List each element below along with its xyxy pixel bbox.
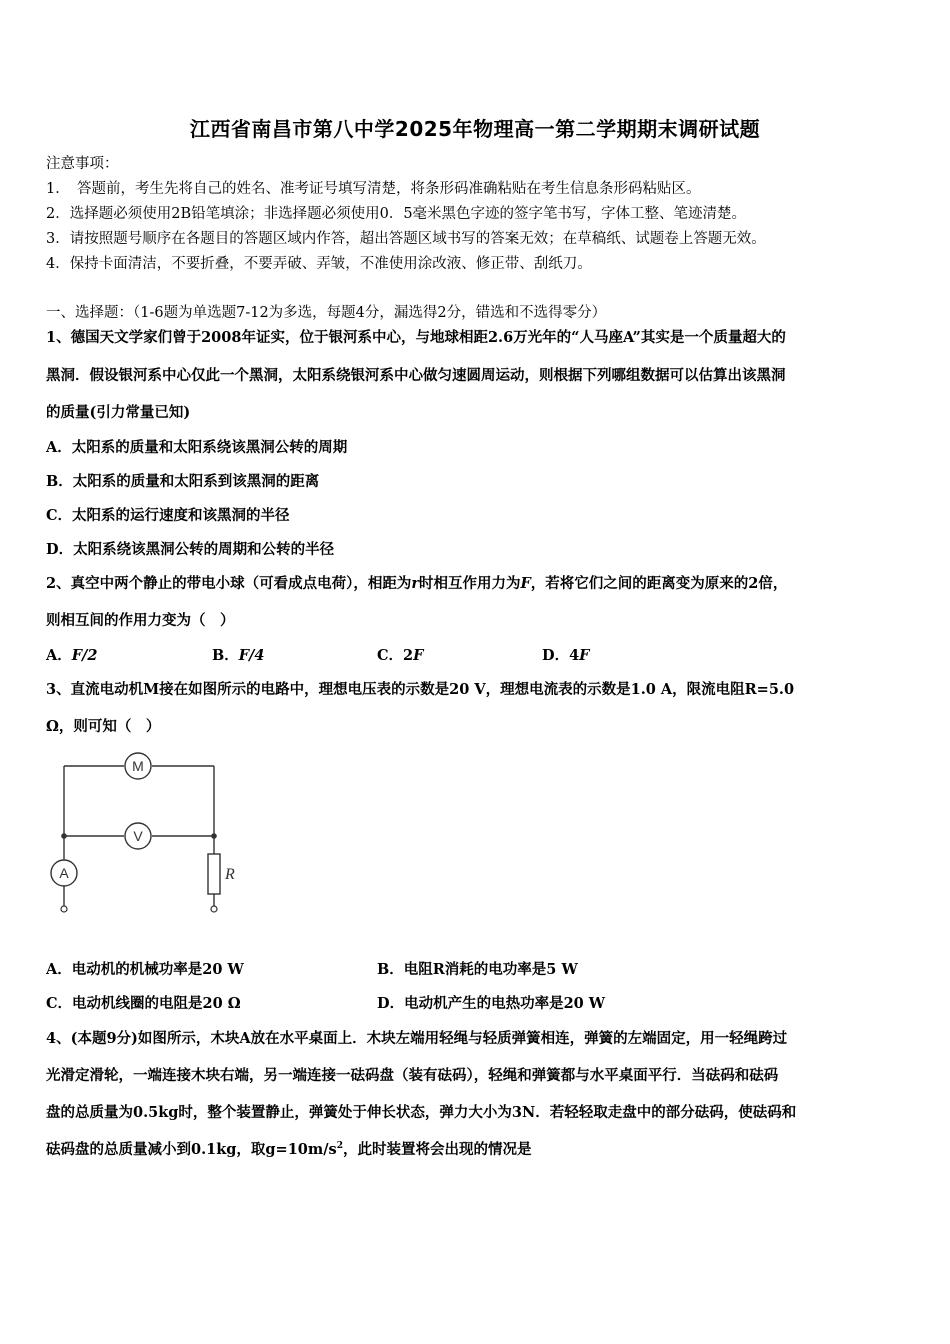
q1-option-c: C．太阳系的运行速度和该黑洞的半径 (46, 507, 290, 524)
page-title: 江西省南昌市第八中学2025年物理高一第二学期期末调研试题 (189, 117, 761, 141)
junction-left (61, 833, 67, 839)
notice-item-1: 1． 答题前，考生先将自己的姓名、准考证号填写清楚，将条形码准确粘贴在考生信息条形码粘贴区。 (46, 181, 701, 197)
q1-option-d: D．太阳系绕该黑洞公转的周期和公转的半径 (46, 541, 335, 558)
q3-option-b: B．电阻R消耗的电功率是5 W (377, 961, 578, 978)
q2-option-d: D．4F (542, 647, 590, 664)
terminal-left (61, 906, 67, 912)
circuit-diagram (40, 748, 250, 920)
q1-stem-line-3: 的质量(引力常量已知) (46, 404, 191, 421)
notice-item-2: 2．选择题必须使用2B铅笔填涂；非选择题必须使用0．5毫米黑色字迹的签字笔书写，字体工整、笔迹清楚。 (46, 206, 747, 222)
junction-right (211, 833, 217, 839)
q1-stem-line-1: 1、德国天文学家们曾于2008年证实，位于银河系中心，与地球相距2.6万光年的“人马座A”其实是一个质量超大的 (46, 329, 786, 346)
q4-stem-line-3: 盘的总质量为0.5kg时，整个装置静止，弹簧处于伸长状态，弹力大小为3N．若轻轻取走盘中的部分砝码，使砝码和 (46, 1104, 797, 1121)
q2-option-b: B．F/4 (212, 647, 265, 664)
ammeter-label: A (59, 865, 69, 881)
q2-option-c: C．2F (377, 647, 424, 664)
q4-stem-line-1: 4、(本题9分)如图所示，木块A放在水平桌面上．木块左端用轻绳与轻质弹簧相连，弹簧的左端固定，用一轻绳跨过 (46, 1030, 788, 1047)
q3-option-a: A．电动机的机械功率是20 W (46, 961, 244, 978)
q3-stem-line-2: Ω，则可知（ ） (46, 718, 161, 735)
q1-stem-line-2: 黑洞．假设银河系中心仅此一个黑洞，太阳系绕银河系中心做匀速圆周运动，则根据下列哪组数据可以估算出该黑洞 (46, 367, 786, 384)
q1-option-a: A．太阳系的质量和太阳系绕该黑洞公转的周期 (46, 439, 348, 456)
q2-var-f: F (520, 575, 531, 592)
notice-heading: 注意事项： (46, 156, 119, 172)
voltmeter-label: V (133, 828, 143, 844)
q2-text-a: 2、真空中两个静止的带电小球（可看成点电荷），相距为 (46, 575, 412, 592)
q3-option-c: C．电动机线圈的电阻是20 Ω (46, 995, 241, 1012)
q4-stem-line-2: 光滑定滑轮，一端连接木块右端，另一端连接一砝码盘（装有砝码），轻绳和弹簧都与水平桌面平行．当砝码和砝码 (46, 1067, 779, 1084)
q2-stem-line-1 (46, 572, 787, 593)
resistor-symbol (208, 854, 220, 894)
section-heading: 一、选择题：（1-6题为单选题7-12为多选，每题4分，漏选得2分，错选和不选得零分） (46, 305, 607, 321)
notice-item-4: 4．保持卡面清洁，不要折叠，不要弄破、弄皱，不准使用涂改液、修正带、刮纸刀。 (46, 256, 592, 272)
q2-text-b: 时相互作用力为 (418, 575, 521, 592)
motor-label: M (132, 758, 144, 774)
q1-option-b: B．太阳系的质量和太阳系到该黑洞的距离 (46, 473, 320, 490)
resistor-label: R (225, 866, 235, 883)
q2-var-r: r (411, 575, 419, 592)
q2-option-a: A．F/2 (46, 647, 98, 664)
terminal-right (211, 906, 217, 912)
q2-text-c: ，若将它们之间的距离变为原来的2倍， (530, 575, 788, 592)
q4-stem-line-4: 砝码盘的总质量减小到0.1kg，取$g=10m/s^2$，此时装置将会出现的情况是 (46, 1141, 532, 1158)
q3-option-d: D．电动机产生的电热功率是20 W (377, 995, 606, 1012)
q2-stem-line-2: 则相互间的作用力变为（ ） (46, 612, 235, 629)
notice-item-3: 3．请按照题号顺序在各题目的答题区域内作答，超出答题区域书写的答案无效；在草稿纸、试题卷上答题无效。 (46, 231, 766, 247)
q3-stem-line-1: 3、直流电动机M接在如图所示的电路中，理想电压表的示数是20 V，理想电流表的示数是1.0 A，限流电阻R=5.0 (46, 681, 795, 698)
